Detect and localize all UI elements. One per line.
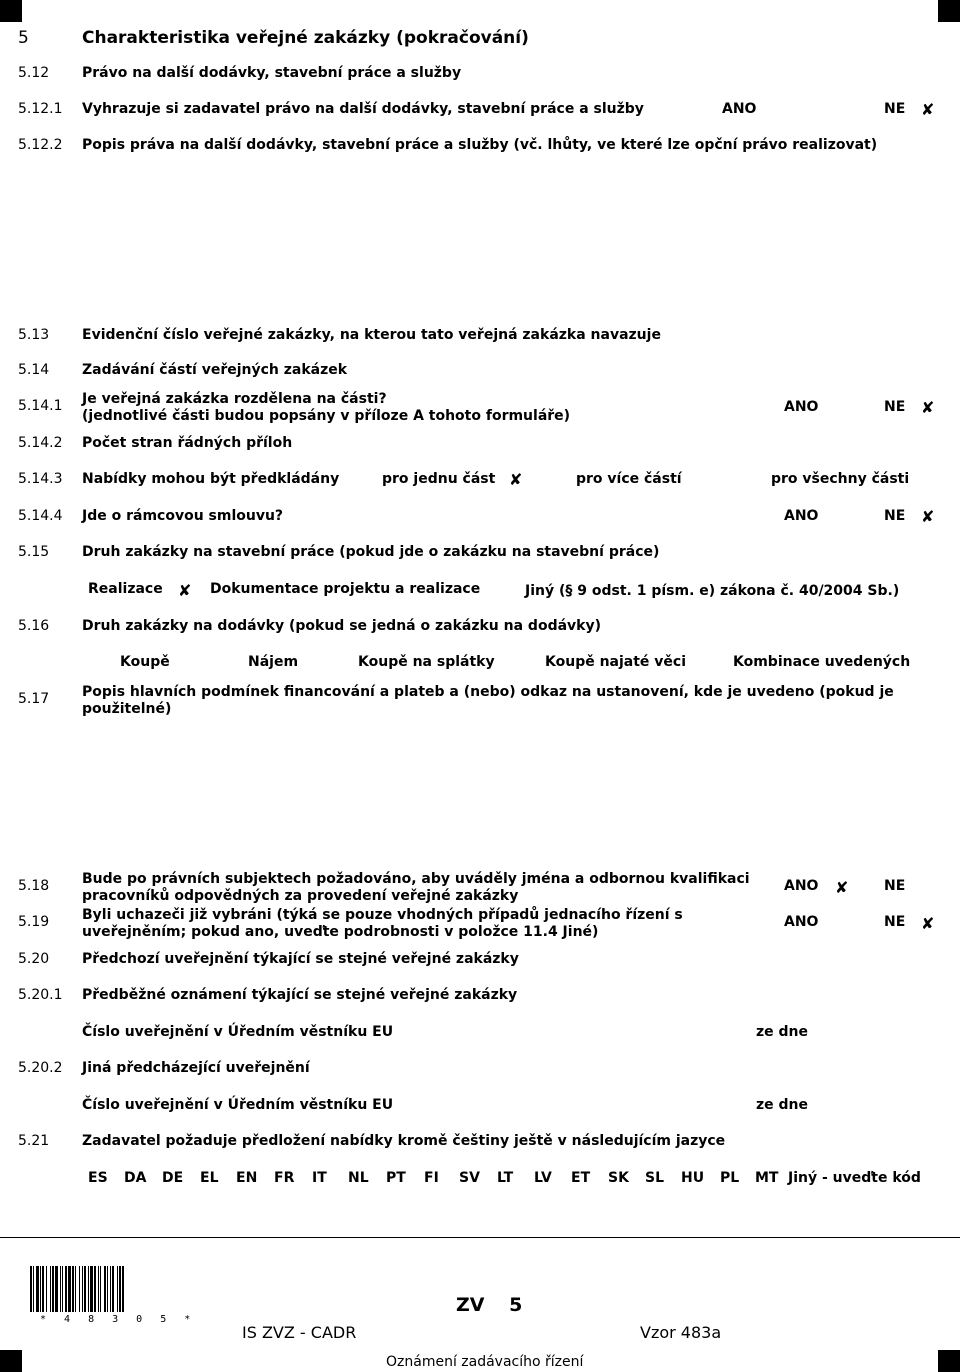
row-number: 5.19 <box>18 914 50 930</box>
ne-option[interactable]: NE <box>884 399 906 415</box>
row-label: Druh zakázky na stavební práce (pokud jde o zakázku na stavební práce) <box>82 544 660 560</box>
barcode <box>30 1266 212 1312</box>
ne-option[interactable]: NE <box>884 508 906 524</box>
footer-right-label: Vzor 483a <box>640 1323 722 1342</box>
language-lv[interactable]: LV <box>534 1170 552 1186</box>
language-sl[interactable]: SL <box>645 1170 665 1186</box>
footer-divider <box>0 1237 960 1238</box>
row-label: uveřejněním; pokud ano, uveďte podrobnosti v položce 11.4 Jiné) <box>82 924 599 940</box>
row-number: 5.14 <box>18 362 50 378</box>
row-label: Předběžné oznámení týkající se stejné veřejné zakázky <box>82 987 518 1003</box>
row-label: Byli uchazeči již vybráni (týká se pouze vhodných případů jednacího řízení s <box>82 907 683 923</box>
language-hu[interactable]: HU <box>681 1170 705 1186</box>
check-mark-icon: ✘ <box>921 398 935 417</box>
row-number: 5.17 <box>18 691 50 707</box>
row-label: Vyhrazuje si zadavatel právo na další dodávky, stavební práce a služby <box>82 101 644 117</box>
row-number: 5.14.4 <box>18 508 63 524</box>
option-najem[interactable]: Nájem <box>248 654 299 670</box>
row-label: Zadávání částí veřejných zakázek <box>82 362 348 378</box>
row-number: 5.14.1 <box>18 398 63 414</box>
row-label: (jednotlivé části budou popsány v příloze A tohoto formuláře) <box>82 408 571 424</box>
language-da[interactable]: DA <box>124 1170 147 1186</box>
row-label: Zadavatel požaduje předložení nabídky kromě češtiny ještě v následujícím jazyce <box>82 1133 726 1149</box>
option-koupe-na-splatky[interactable]: Koupě na splátky <box>358 654 495 670</box>
language-et[interactable]: ET <box>571 1170 591 1186</box>
row-number: 5.16 <box>18 618 50 634</box>
row-label: použitelné) <box>82 701 172 717</box>
row-label: Bude po právních subjektech požadováno, aby uváděly jména a odbornou kvalifikaci <box>82 871 750 887</box>
footer-left-label: IS ZVZ - CADR <box>242 1323 357 1342</box>
row-number: 5.18 <box>18 878 50 894</box>
corner-mark-bottom-left <box>0 1350 22 1372</box>
option-dokumentace[interactable]: Dokumentace projektu a realizace <box>210 581 481 597</box>
option-realizace[interactable]: Realizace <box>88 581 163 597</box>
ano-option[interactable]: ANO <box>784 399 819 415</box>
row-label: Evidenční číslo veřejné zakázky, na kterou tato veřejná zakázka navazuje <box>82 327 661 343</box>
language-other[interactable]: Jiný - uveďte kód <box>788 1170 921 1186</box>
row-label: Druh zakázky na dodávky (pokud se jedná o zakázku na dodávky) <box>82 618 601 634</box>
row-number: 5.14.2 <box>18 435 63 451</box>
row-label: Jde o rámcovou smlouvu? <box>82 508 284 524</box>
corner-mark-bottom-right <box>938 1350 960 1372</box>
option-all-parts[interactable]: pro všechny části <box>771 471 910 487</box>
language-sv[interactable]: SV <box>459 1170 480 1186</box>
section-title: Charakteristika veřejné zakázky (pokračování) <box>82 28 529 48</box>
field-label: Číslo uveřejnění v Úředním věstníku EU <box>82 1097 394 1113</box>
field-label: Číslo uveřejnění v Úředním věstníku EU <box>82 1024 394 1040</box>
corner-mark-top-left <box>0 0 22 22</box>
row-number: 5.13 <box>18 327 50 343</box>
language-el[interactable]: EL <box>200 1170 219 1186</box>
language-fi[interactable]: FI <box>424 1170 439 1186</box>
ne-option[interactable]: NE <box>884 914 906 930</box>
row-label: Je veřejná zakázka rozdělena na části? <box>82 391 387 407</box>
ano-option[interactable]: ANO <box>784 508 819 524</box>
language-it[interactable]: IT <box>312 1170 327 1186</box>
option-koupe-najate-veci[interactable]: Koupě najaté věci <box>545 654 687 670</box>
ano-option[interactable]: ANO <box>784 914 819 930</box>
language-mt[interactable]: MT <box>755 1170 779 1186</box>
option-more-parts[interactable]: pro více částí <box>576 471 682 487</box>
language-sk[interactable]: SK <box>608 1170 629 1186</box>
option-jiny[interactable]: Jiný (§ 9 odst. 1 písm. e) zákona č. 40/2004 Sb.) <box>525 583 900 599</box>
row-label: Počet stran řádných příloh <box>82 435 293 451</box>
row-number: 5.12.1 <box>18 101 63 117</box>
option-kombinace[interactable]: Kombinace uvedených <box>733 654 911 670</box>
check-mark-icon: ✘ <box>178 581 192 600</box>
row-number: 5.21 <box>18 1133 50 1149</box>
footer-bottom-label: Oznámení zadávacího řízení <box>386 1354 584 1370</box>
check-mark-icon: ✘ <box>835 878 849 897</box>
row-number: 5.20.2 <box>18 1060 63 1076</box>
ano-option[interactable]: ANO <box>784 878 819 894</box>
row-number: 5.14.3 <box>18 471 63 487</box>
row-label: Popis práva na další dodávky, stavební práce a služby (vč. lhůty, ve které lze opční právo realizovat) <box>82 137 878 153</box>
language-de[interactable]: DE <box>162 1170 184 1186</box>
language-es[interactable]: ES <box>88 1170 108 1186</box>
row-number: 5.12 <box>18 65 50 81</box>
row-number: 5.20.1 <box>18 987 63 1003</box>
row-number: 5.12.2 <box>18 137 63 153</box>
language-pl[interactable]: PL <box>720 1170 740 1186</box>
section-number: 5 <box>18 28 29 48</box>
row-label: Předchozí uveřejnění týkající se stejné veřejné zakázky <box>82 951 519 967</box>
ano-option[interactable]: ANO <box>722 101 757 117</box>
barcode-text: * 4 8 3 0 5 * <box>40 1314 197 1325</box>
form-code: ZV 5 <box>456 1294 523 1316</box>
language-lt[interactable]: LT <box>497 1170 514 1186</box>
option-koupe[interactable]: Koupě <box>120 654 170 670</box>
row-label: pracovníků odpovědných za provedení veřejné zakázky <box>82 888 519 904</box>
check-mark-icon: ✘ <box>921 914 935 933</box>
row-label: Jiná předcházející uveřejnění <box>82 1060 310 1076</box>
date-label: ze dne <box>756 1097 809 1113</box>
language-nl[interactable]: NL <box>348 1170 369 1186</box>
row-label: Právo na další dodávky, stavební práce a služby <box>82 65 462 81</box>
row-number: 5.20 <box>18 951 50 967</box>
corner-mark-top-right <box>938 0 960 22</box>
option-one-part[interactable]: pro jednu část <box>382 471 496 487</box>
check-mark-icon: ✘ <box>921 507 935 526</box>
language-pt[interactable]: PT <box>386 1170 406 1186</box>
date-label: ze dne <box>756 1024 809 1040</box>
row-label: Popis hlavních podmínek financování a plateb a (nebo) odkaz na ustanovení, kde je uvedeno (pokud je <box>82 684 894 700</box>
row-label: Nabídky mohou být předkládány <box>82 471 340 487</box>
ne-option[interactable]: NE <box>884 878 906 894</box>
language-fr[interactable]: FR <box>274 1170 295 1186</box>
row-number: 5.15 <box>18 544 50 560</box>
ne-option[interactable]: NE <box>884 101 906 117</box>
language-en[interactable]: EN <box>236 1170 258 1186</box>
check-mark-icon: ✘ <box>509 470 523 489</box>
check-mark-icon: ✘ <box>921 100 935 119</box>
